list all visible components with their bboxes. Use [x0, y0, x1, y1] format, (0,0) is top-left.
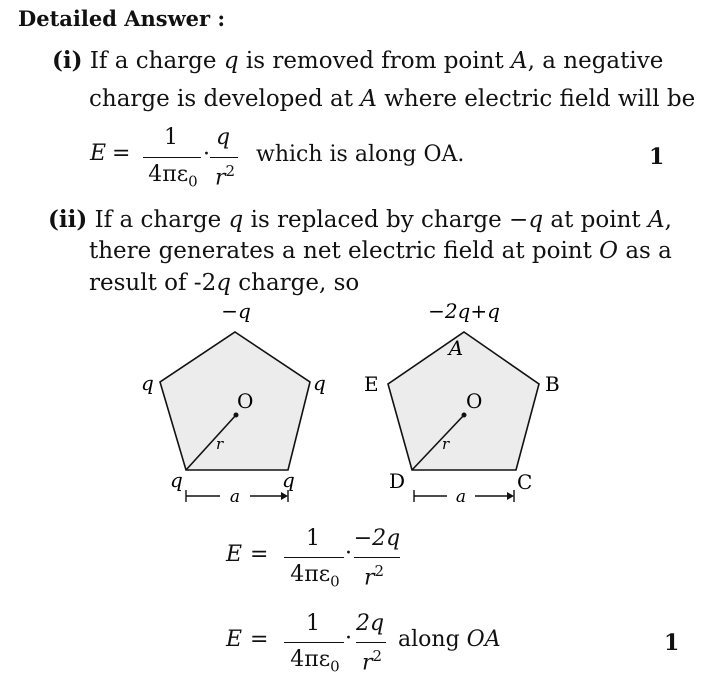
fraction-1-den: $4\pi\varepsilon_0$ — [148, 162, 198, 191]
left-pentagon — [141, 299, 326, 507]
equation-1-tail: which is along OA. — [256, 142, 465, 167]
right-pentagon — [364, 299, 560, 507]
right-radius-label: r — [442, 435, 450, 453]
vertex-c-label: C — [517, 470, 533, 494]
right-center-label: O — [466, 389, 483, 413]
heading: Detailed Answer : — [18, 6, 226, 31]
part-i-line-1: (i) If a charge q is removed from point A, a negative — [52, 47, 664, 74]
fraction-1-num: 1 — [164, 125, 178, 150]
left-center-label: O — [237, 389, 254, 413]
marks-2: 1 — [664, 630, 680, 656]
left-radius-label: r — [216, 435, 224, 453]
part-i-label: (i) — [52, 47, 83, 74]
part-i-line-2: charge is developed at A where electric field will be — [89, 86, 696, 112]
right-side-label: a — [455, 487, 467, 507]
marks-1: 1 — [649, 144, 665, 170]
left-bottom-left-charge: q — [170, 468, 183, 492]
vertex-a-label: A — [448, 336, 464, 360]
part-ii-line-3: result of -2q charge, so — [89, 270, 360, 296]
vertex-d-label: D — [389, 469, 406, 493]
left-top-charge: −q — [221, 299, 251, 323]
part-ii-line-1: (ii) If a charge q is replaced by charge −q at point A, — [48, 206, 672, 233]
vertex-b-label: B — [545, 372, 560, 396]
left-bottom-right-charge: q — [282, 468, 295, 492]
part-ii-line-2: there generates a net electric field at point O as a — [89, 238, 672, 264]
left-side-label: a — [229, 487, 241, 507]
vertex-e-label: E — [364, 372, 379, 396]
right-top-charge: −2q+q — [428, 299, 500, 323]
equation-3-tail: along OA — [398, 627, 501, 652]
left-right-charge: q — [313, 371, 326, 395]
part-ii-label: (ii) — [48, 206, 88, 233]
left-left-charge: q — [141, 371, 154, 395]
